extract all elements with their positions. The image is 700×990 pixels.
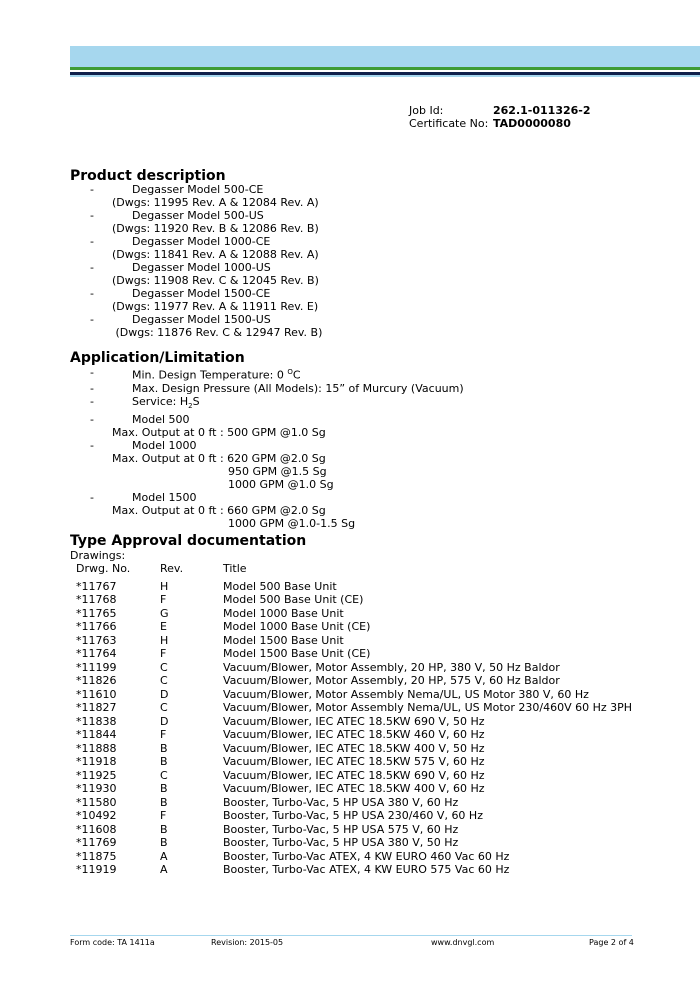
rev-cell: C xyxy=(160,701,168,714)
rev-cell: B xyxy=(160,795,168,809)
title-cell: Vacuum/Blower, Motor Assembly Nema/UL, US Motor 230/460V 60 Hz 3PH xyxy=(223,701,633,714)
product-list xyxy=(70,183,322,339)
rev-cell: B xyxy=(160,755,168,768)
model-1000-item: - Model 1000 xyxy=(90,438,197,452)
title-cell: Booster, Turbo-Vac, 5 HP USA 380 V, 60 Hz xyxy=(223,795,459,809)
title-cell: Vacuum/Blower, IEC ATEC 18.5KW 690 V, 60 Hz xyxy=(223,768,485,782)
table-row xyxy=(70,580,632,594)
title-cell: Vacuum/Blower, IEC ATEC 18.5KW 400 V, 60 Hz xyxy=(223,782,485,795)
col-rev: Rev. xyxy=(160,562,184,575)
model-1000-output: 1000 GPM @1.0 Sg xyxy=(228,477,334,491)
model-1500-output: 1000 GPM @1.0-1.5 Sg xyxy=(228,516,356,530)
title-cell: Booster, Turbo-Vac, 5 HP USA 380 V, 50 Hz xyxy=(223,836,459,849)
col-drwg-no: Drwg. No. xyxy=(76,562,131,575)
model-500-output: Max. Output at 0 ft : 500 GPM @1.0 Sg xyxy=(112,425,326,439)
table-row xyxy=(70,620,632,634)
table-row xyxy=(70,836,632,850)
drwg-no-cell: *10492 xyxy=(76,809,117,822)
drwg-no-cell: *11765 xyxy=(76,606,117,620)
product-dwgs: (Dwgs: 11977 Rev. A & 11911 Rev. E) xyxy=(112,300,319,313)
table-row xyxy=(70,688,632,702)
table-row xyxy=(70,742,632,756)
application-list xyxy=(70,366,464,530)
col-title: Title xyxy=(223,562,247,575)
rev-cell: C xyxy=(160,768,168,782)
product-dwgs: (Dwgs: 11995 Rev. A & 12084 Rev. A) xyxy=(112,196,319,209)
table-row xyxy=(70,701,632,715)
model-1500-output: Max. Output at 0 ft : 660 GPM @2.0 Sg xyxy=(112,503,326,517)
min-temp-item: - Min. Design Temperature: 0 $^O$C xyxy=(90,366,301,382)
drwg-no-cell: *11610 xyxy=(76,687,117,701)
drwg-no-cell: *11925 xyxy=(76,768,117,782)
rev-cell: H xyxy=(160,579,169,593)
model-1000-output: 950 GPM @1.5 Sg xyxy=(228,464,327,478)
table-row xyxy=(70,593,632,607)
title-cell: Vacuum/Blower, Motor Assembly Nema/UL, US Motor 380 V, 60 Hz xyxy=(223,687,589,701)
drwg-no-cell: *11199 xyxy=(76,660,117,674)
title-cell: Vacuum/Blower, IEC ATEC 18.5KW 690 V, 50 Hz xyxy=(223,714,485,728)
rev-cell: H xyxy=(160,633,169,647)
product-item: - Degasser Model 500-CE xyxy=(90,183,264,196)
rev-cell: C xyxy=(160,674,168,687)
drwg-no-cell: *11875 xyxy=(76,849,117,863)
rev-cell: D xyxy=(160,714,169,728)
table-row xyxy=(70,863,632,877)
drawings-table xyxy=(70,562,632,877)
drwg-no-cell: *11767 xyxy=(76,579,117,593)
product-description-title: Product description xyxy=(70,168,226,184)
application-limitation-title: Application/Limitation xyxy=(70,350,245,366)
header-band-thin xyxy=(70,75,700,77)
product-dwgs: (Dwgs: 11841 Rev. A & 12088 Rev. A) xyxy=(112,248,319,261)
product-item: - Degasser Model 500-US xyxy=(90,209,264,222)
table-body xyxy=(70,580,632,877)
table-row xyxy=(70,647,632,661)
drawings-label: Drawings: xyxy=(70,549,126,562)
table-row xyxy=(70,728,632,742)
rev-cell: B xyxy=(160,741,168,755)
footer-divider xyxy=(70,935,632,936)
service-item: - Service: $H_2S$ xyxy=(90,394,200,410)
title-cell: Booster, Turbo-Vac ATEX, 4 KW EURO 575 Vac 60 Hz xyxy=(223,863,510,876)
rev-cell: A xyxy=(160,849,168,863)
rev-cell: F xyxy=(160,728,167,741)
rev-cell: C xyxy=(160,660,168,674)
product-item: - Degasser Model 1000-CE xyxy=(90,235,271,248)
table-row xyxy=(70,769,632,783)
product-dwgs: (Dwgs: 11876 Rev. C & 12947 Rev. B) xyxy=(112,326,323,339)
rev-cell: B xyxy=(160,836,168,849)
title-cell: Vacuum/Blower, IEC ATEC 18.5KW 460 V, 60 Hz xyxy=(223,728,485,741)
product-dwgs: (Dwgs: 11920 Rev. B & 12086 Rev. B) xyxy=(112,222,319,235)
drwg-no-cell: *11769 xyxy=(76,836,117,849)
title-cell: Vacuum/Blower, IEC ATEC 18.5KW 575 V, 60 Hz xyxy=(223,755,485,768)
title-cell: Model 1500 Base Unit (CE) xyxy=(223,647,371,660)
table-row xyxy=(70,607,632,621)
page-number: Page 2 of 4 xyxy=(589,938,634,947)
rev-cell: D xyxy=(160,687,169,701)
model-1000-output: Max. Output at 0 ft : 620 GPM @2.0 Sg xyxy=(112,451,326,465)
rev-cell: G xyxy=(160,606,169,620)
revision: Revision: 2015-05 xyxy=(211,938,284,947)
form-code: Form code: TA 1411a xyxy=(70,938,155,947)
certificate-value: TAD0000080 xyxy=(493,117,571,130)
product-item: - Degasser Model 1500-US xyxy=(90,313,271,326)
table-row xyxy=(70,809,632,823)
header-band-light-blue xyxy=(70,46,700,67)
drwg-no-cell: *11930 xyxy=(76,782,117,795)
table-row xyxy=(70,715,632,729)
drwg-no-cell: *11844 xyxy=(76,728,117,741)
drwg-no-cell: *11768 xyxy=(76,593,117,606)
drwg-no-cell: *11763 xyxy=(76,633,117,647)
product-item: - Degasser Model 1500-CE xyxy=(90,287,271,300)
table-row xyxy=(70,850,632,864)
product-dwgs: (Dwgs: 11908 Rev. C & 12045 Rev. B) xyxy=(112,274,319,287)
title-cell: Booster, Turbo-Vac, 5 HP USA 575 V, 60 Hz xyxy=(223,822,459,836)
table-row xyxy=(70,661,632,675)
title-cell: Model 500 Base Unit (CE) xyxy=(223,593,364,606)
drwg-no-cell: *11826 xyxy=(76,674,117,687)
website: www.dnvgl.com xyxy=(431,938,495,947)
certificate-label: Certificate No: xyxy=(409,117,489,130)
rev-cell: E xyxy=(160,620,167,633)
rev-cell: B xyxy=(160,782,168,795)
table-row xyxy=(70,796,632,810)
title-cell: Model 1500 Base Unit xyxy=(223,633,344,647)
model-1500-item: - Model 1500 xyxy=(90,490,197,504)
job-id-label: Job Id: xyxy=(409,104,444,117)
title-cell: Vacuum/Blower, Motor Assembly, 20 HP, 380 V, 50 Hz Baldor xyxy=(223,660,560,674)
rev-cell: B xyxy=(160,822,168,836)
rev-cell: F xyxy=(160,647,167,660)
drwg-no-cell: *11888 xyxy=(76,741,117,755)
drwg-no-cell: *11919 xyxy=(76,863,117,876)
table-row xyxy=(70,634,632,648)
drwg-no-cell: *11764 xyxy=(76,647,117,660)
drwg-no-cell: *11766 xyxy=(76,620,117,633)
rev-cell: A xyxy=(160,863,168,876)
table-row xyxy=(70,823,632,837)
title-cell: Booster, Turbo-Vac, 5 HP USA 230/460 V, 60 Hz xyxy=(223,809,483,822)
max-pressure-item: - Max. Design Pressure (All Models): 15” of Murcury (Vacuum) xyxy=(90,381,464,395)
drwg-no-cell: *11580 xyxy=(76,795,117,809)
job-id-row xyxy=(409,104,591,117)
title-cell: Booster, Turbo-Vac ATEX, 4 KW EURO 460 Vac 60 Hz xyxy=(223,849,510,863)
certificate-row xyxy=(409,117,591,130)
rev-cell: F xyxy=(160,593,167,606)
table-header xyxy=(70,562,632,576)
title-cell: Vacuum/Blower, Motor Assembly, 20 HP, 575 V, 60 Hz Baldor xyxy=(223,674,560,687)
title-cell: Model 1000 Base Unit (CE) xyxy=(223,620,371,633)
job-id-value: 262.1-011326-2 xyxy=(493,104,591,117)
table-row xyxy=(70,674,632,688)
drwg-no-cell: *11838 xyxy=(76,714,117,728)
certificate-meta xyxy=(409,104,591,130)
title-cell: Model 500 Base Unit xyxy=(223,579,337,593)
rev-cell: F xyxy=(160,809,167,822)
product-item: - Degasser Model 1000-US xyxy=(90,261,271,274)
table-row xyxy=(70,755,632,769)
type-approval-title: Type Approval documentation xyxy=(70,533,307,549)
drwg-no-cell: *11918 xyxy=(76,755,117,768)
drwg-no-cell: *11608 xyxy=(76,822,117,836)
drwg-no-cell: *11827 xyxy=(76,701,117,714)
model-500-item: - Model 500 xyxy=(90,412,190,426)
title-cell: Model 1000 Base Unit xyxy=(223,606,344,620)
title-cell: Vacuum/Blower, IEC ATEC 18.5KW 400 V, 50 Hz xyxy=(223,741,485,755)
table-row xyxy=(70,782,632,796)
